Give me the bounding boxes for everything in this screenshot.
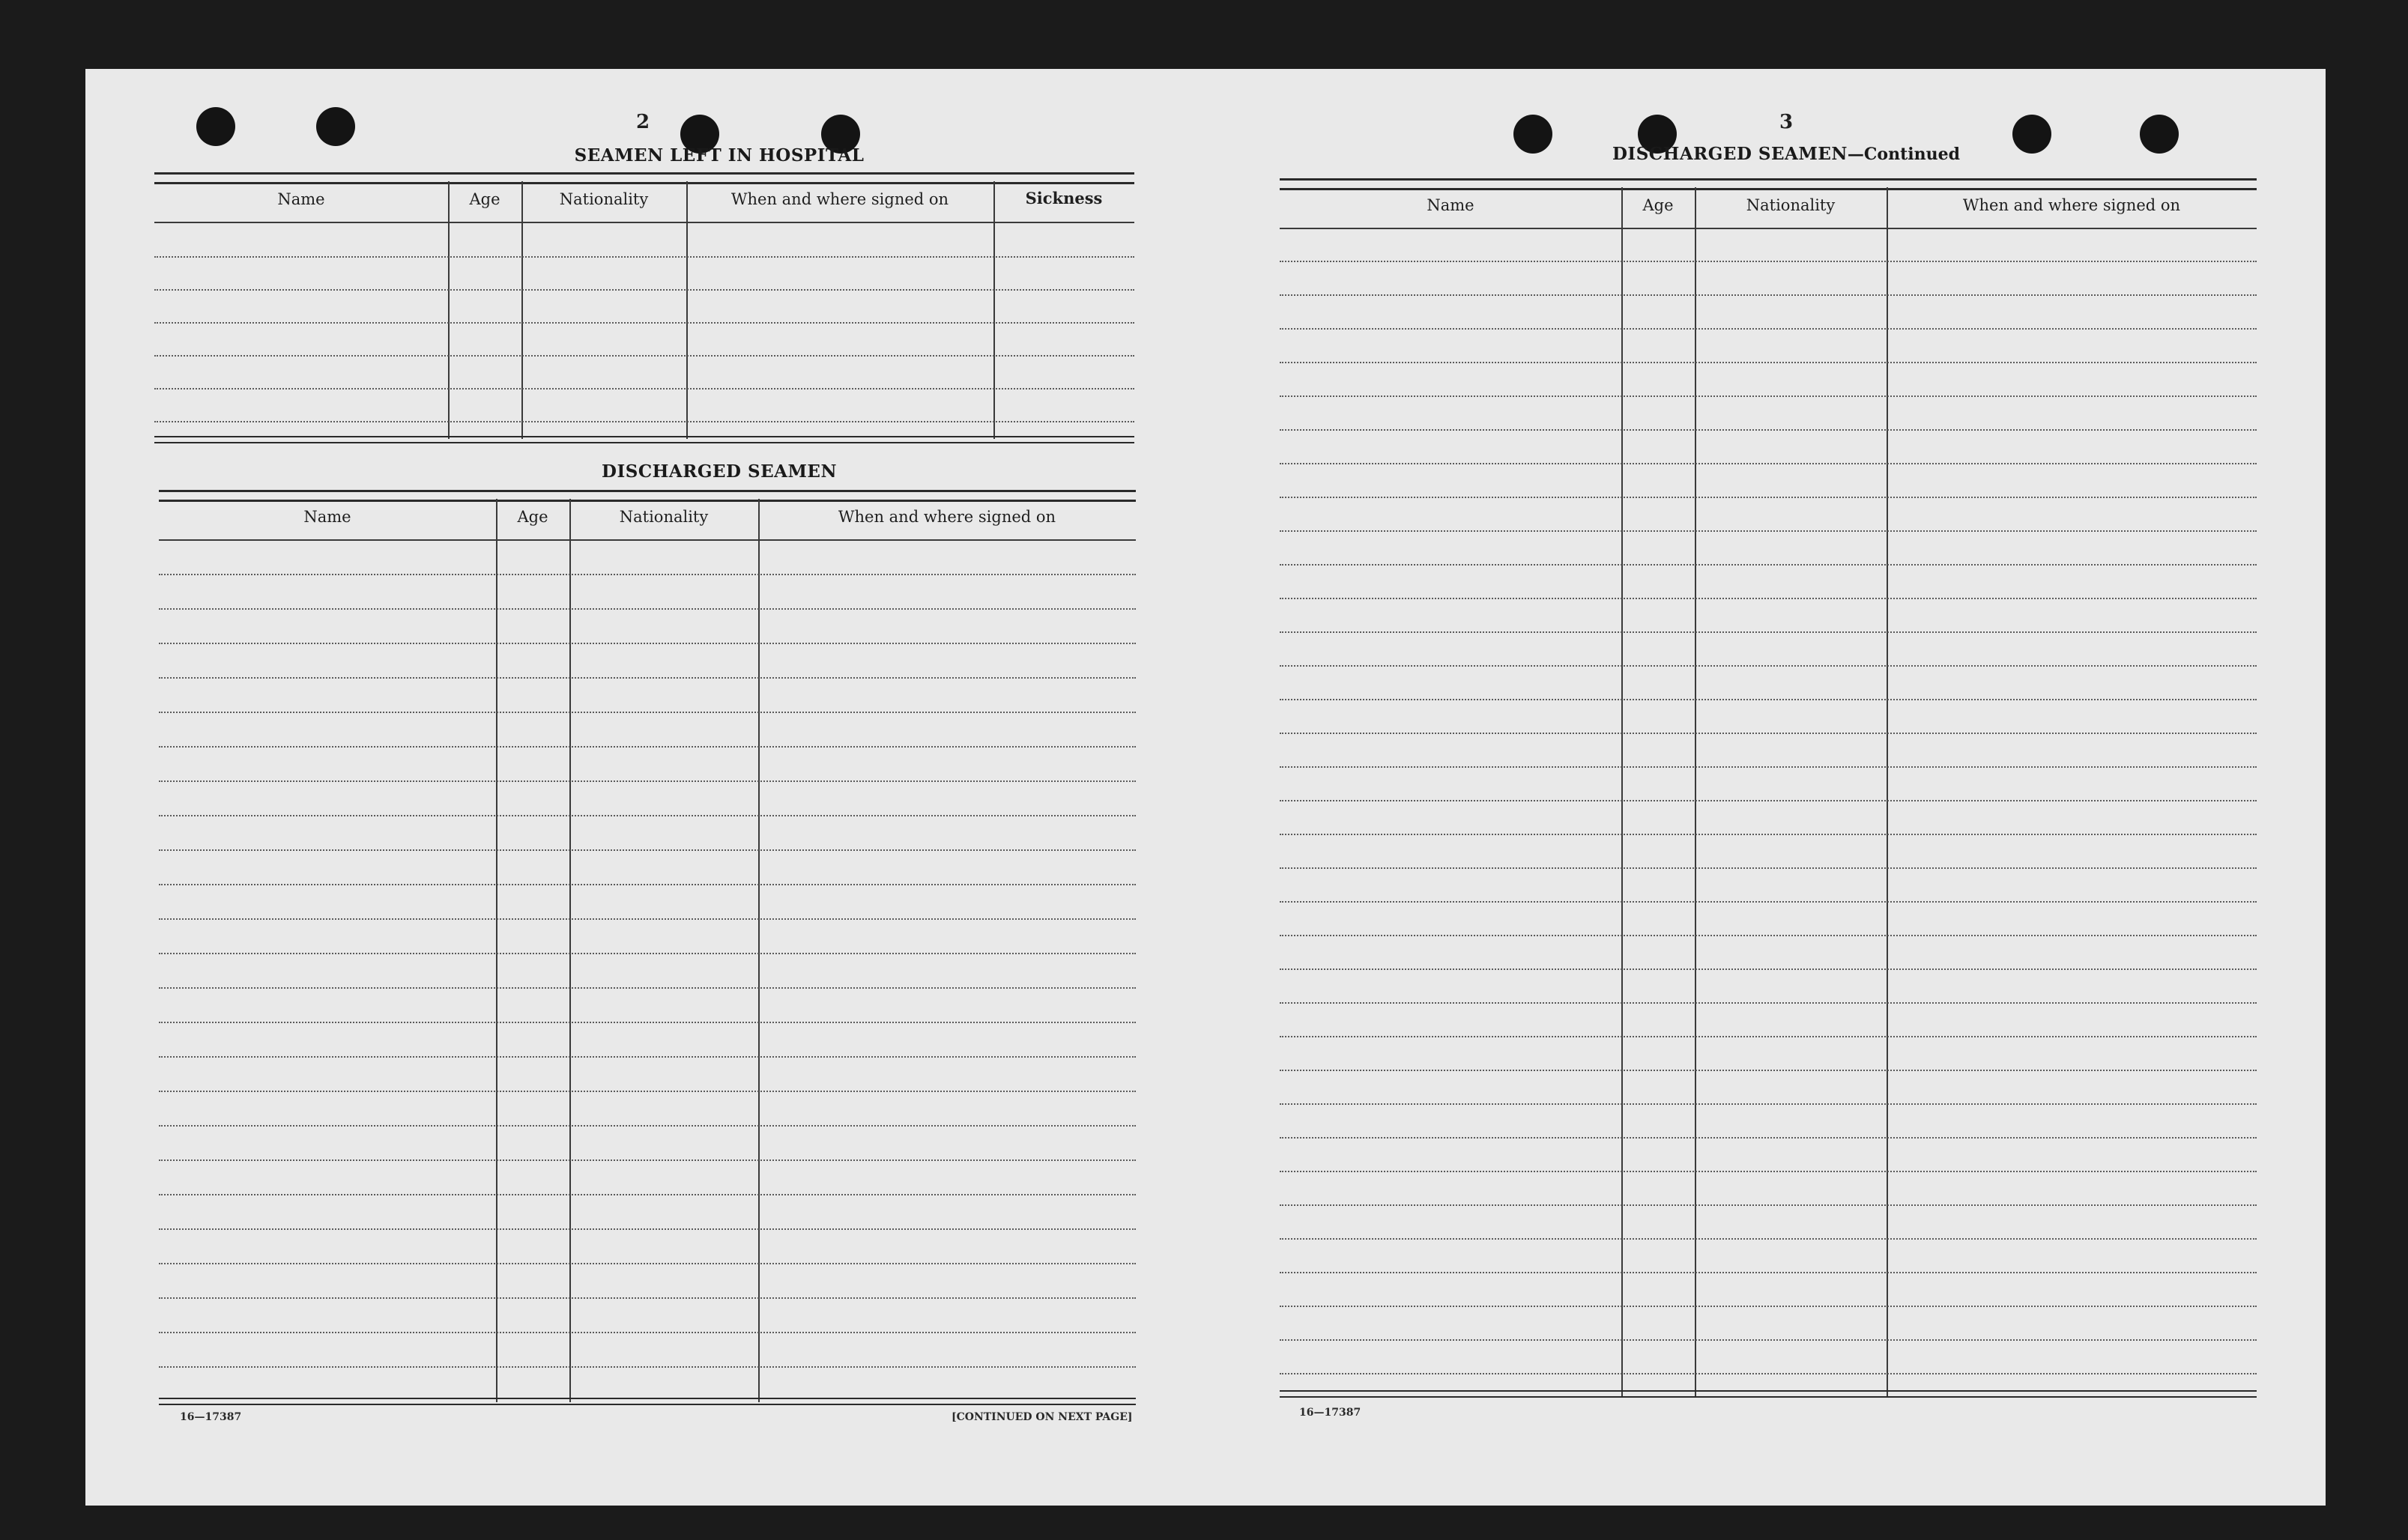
ledger-top-rule xyxy=(159,490,1136,502)
entry-line xyxy=(1280,1171,2257,1172)
entry-line xyxy=(1280,1137,2257,1139)
entry-line xyxy=(1280,1373,2257,1374)
ledger-top-rule xyxy=(1280,178,2257,190)
entry-line xyxy=(1280,395,2257,397)
entry-line xyxy=(1280,935,2257,936)
column-header-name: Name xyxy=(303,508,351,526)
entry-line xyxy=(159,1091,1136,1092)
column-divider xyxy=(758,499,760,1402)
entry-line xyxy=(159,746,1136,748)
entry-line xyxy=(159,574,1136,575)
page-number-left: 2 xyxy=(635,111,650,133)
column-header-age: Age xyxy=(517,508,548,526)
entry-line xyxy=(1280,530,2257,532)
entry-line xyxy=(159,677,1136,679)
entry-line xyxy=(1280,1339,2257,1341)
entry-line xyxy=(159,1056,1136,1058)
entry-line xyxy=(1280,1070,2257,1071)
column-header-when-where: When and where signed on xyxy=(838,508,1056,526)
discharged-ledger-left xyxy=(159,490,1136,1401)
entry-line xyxy=(159,1297,1136,1299)
entry-line xyxy=(159,1366,1136,1368)
document-sheet xyxy=(85,69,2326,1506)
column-divider xyxy=(993,181,995,439)
discharged-section-title-left: DISCHARGED SEAMEN xyxy=(602,461,837,482)
column-divider xyxy=(521,181,523,439)
entry-line xyxy=(1280,261,2257,262)
column-divider xyxy=(1887,187,1888,1398)
entry-line xyxy=(159,780,1136,782)
entry-line xyxy=(1280,1238,2257,1240)
column-divider xyxy=(496,499,497,1402)
entry-line xyxy=(1280,463,2257,464)
header-rule xyxy=(1280,228,2257,229)
column-header-name: Name xyxy=(1427,196,1474,214)
discharged-ledger-right xyxy=(1280,178,2257,1395)
header-rule xyxy=(154,222,1134,223)
entry-line xyxy=(1280,699,2257,700)
entry-line xyxy=(1280,598,2257,599)
entry-line xyxy=(1280,1204,2257,1206)
entry-line xyxy=(1280,766,2257,768)
column-header-nationality: Nationality xyxy=(559,190,649,208)
entry-line xyxy=(1280,497,2257,498)
entry-line xyxy=(1280,968,2257,970)
discharged-title-suffix: —Continued xyxy=(1847,145,1960,164)
form-code-left: 16—17387 xyxy=(180,1411,242,1423)
entry-line xyxy=(154,421,1134,422)
column-header-age: Age xyxy=(1642,196,1674,214)
entry-line xyxy=(154,355,1134,357)
entry-line xyxy=(1280,733,2257,734)
ledger-bottom-rule xyxy=(159,1398,1136,1405)
form-code-right: 16—17387 xyxy=(1299,1407,1361,1419)
discharged-title-main: DISCHARGED SEAMEN xyxy=(1612,144,1848,164)
column-header-sickness: Sickness xyxy=(1025,189,1103,207)
entry-line xyxy=(159,712,1136,713)
entry-line xyxy=(159,1263,1136,1264)
entry-line xyxy=(159,1332,1136,1333)
entry-line xyxy=(1280,665,2257,667)
entry-line xyxy=(1280,1036,2257,1037)
ledger-top-rule xyxy=(154,172,1134,184)
entry-line xyxy=(1280,834,2257,835)
entry-line xyxy=(1280,1272,2257,1273)
column-divider xyxy=(1695,187,1696,1398)
column-divider xyxy=(448,181,450,439)
entry-line xyxy=(159,849,1136,851)
entry-line xyxy=(1280,1306,2257,1307)
entry-line xyxy=(1280,1103,2257,1105)
column-divider xyxy=(1621,187,1623,1398)
hospital-section-title: SEAMEN LEFT IN HOSPITAL xyxy=(574,145,865,166)
page-number-right: 3 xyxy=(1779,111,1794,133)
entry-line xyxy=(1280,328,2257,330)
entry-line xyxy=(1280,429,2257,431)
entry-line xyxy=(159,1125,1136,1127)
entry-line xyxy=(1280,867,2257,869)
entry-line xyxy=(1280,800,2257,801)
entry-line xyxy=(159,1022,1136,1023)
entry-line xyxy=(154,256,1134,258)
entry-line xyxy=(159,987,1136,989)
discharged-section-title-right xyxy=(1479,144,2093,164)
column-header-age: Age xyxy=(469,190,500,208)
entry-line xyxy=(159,1194,1136,1195)
column-divider xyxy=(569,499,571,1402)
entry-line xyxy=(154,289,1134,291)
column-header-name: Name xyxy=(277,190,325,208)
entry-line xyxy=(1280,901,2257,903)
ledger-bottom-rule xyxy=(1280,1390,2257,1398)
entry-line xyxy=(1280,294,2257,296)
entry-line xyxy=(154,388,1134,389)
entry-line xyxy=(159,1228,1136,1230)
header-rule xyxy=(159,539,1136,541)
column-header-when-where: When and where signed on xyxy=(730,190,949,208)
entry-line xyxy=(154,322,1134,324)
ledger-bottom-rule xyxy=(154,436,1134,443)
entry-line xyxy=(159,918,1136,920)
entry-line xyxy=(159,884,1136,885)
punch-hole xyxy=(316,107,355,146)
punch-hole xyxy=(196,107,235,146)
continued-note: [CONTINUED ON NEXT PAGE] xyxy=(952,1411,1133,1423)
entry-line xyxy=(1280,631,2257,633)
column-divider xyxy=(686,181,688,439)
column-header-when-where: When and where signed on xyxy=(1962,196,2181,214)
entry-line xyxy=(159,815,1136,816)
punch-hole xyxy=(2140,115,2179,154)
entry-line xyxy=(1280,564,2257,566)
entry-line xyxy=(159,1159,1136,1161)
column-header-nationality: Nationality xyxy=(619,508,709,526)
entry-line xyxy=(1280,362,2257,363)
entry-line xyxy=(1280,1002,2257,1004)
entry-line xyxy=(159,643,1136,644)
hospital-ledger xyxy=(154,172,1134,445)
column-header-nationality: Nationality xyxy=(1746,196,1836,214)
entry-line xyxy=(159,608,1136,610)
entry-line xyxy=(159,953,1136,954)
